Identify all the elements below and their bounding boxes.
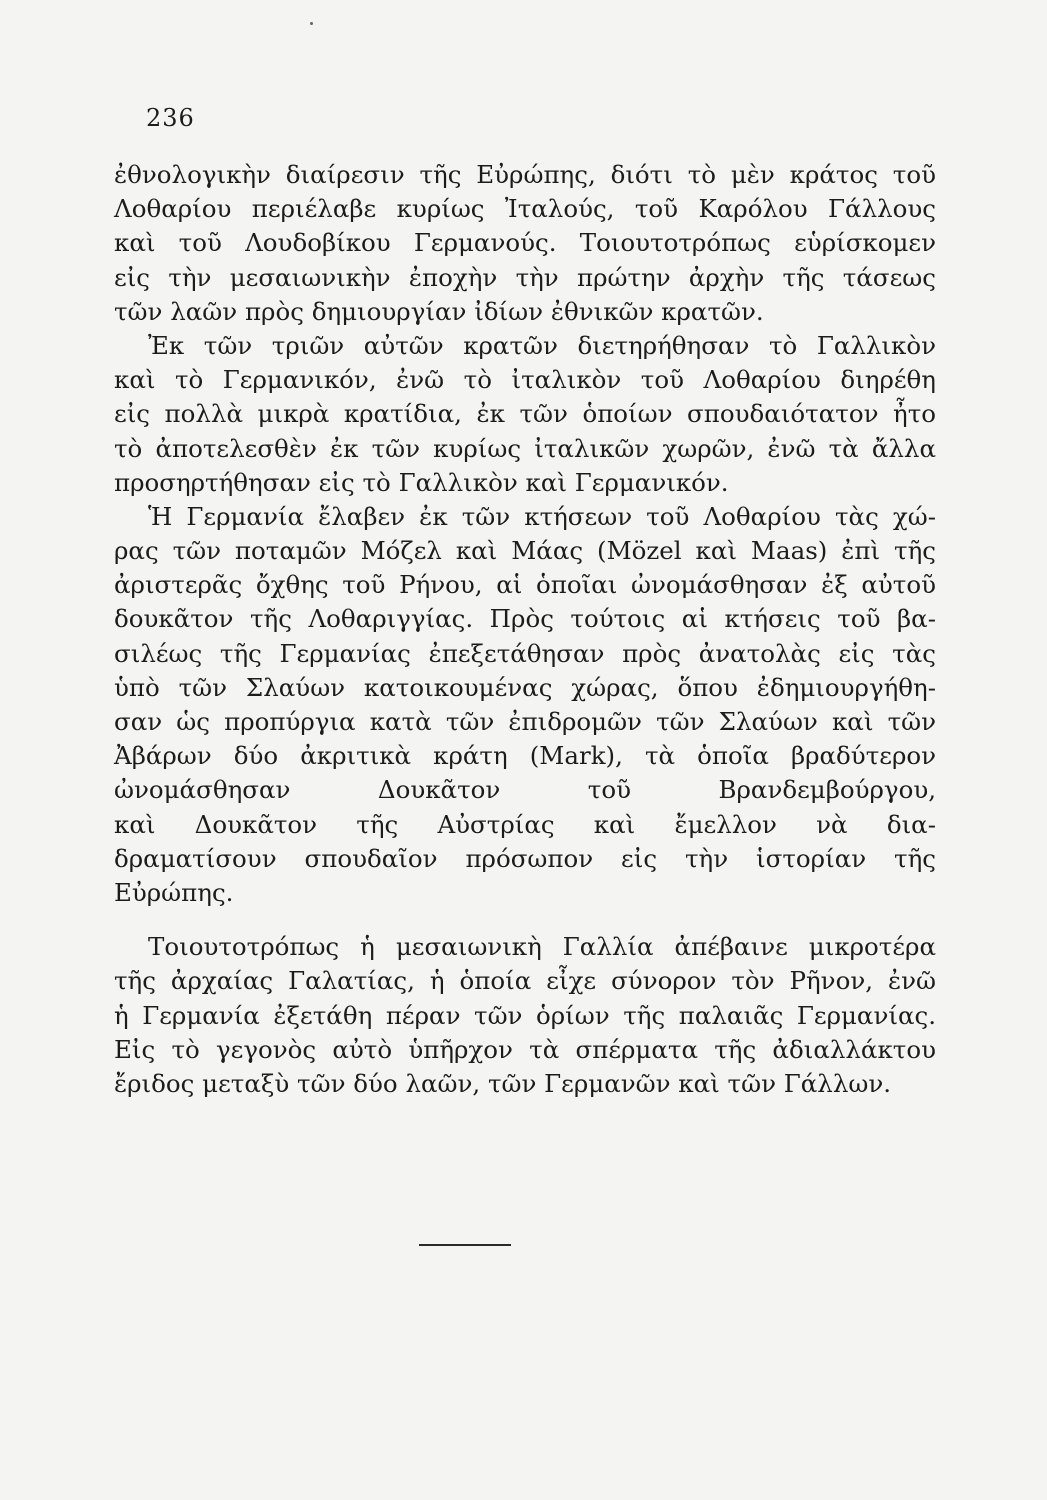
body-text xyxy=(114,158,936,1101)
section-end-rule xyxy=(419,1244,511,1246)
paragraph xyxy=(114,329,936,500)
text-line: δουκᾶτον τῆς Λοθαριγγίας. Πρὸς τούτοις αἱ κτήσεις τοῦ βα- xyxy=(114,604,936,634)
text-line: τῶν λαῶν πρὸς δημιουργίαν ἰδίων ἐθνικῶν κρατῶν. xyxy=(114,296,764,326)
text-line: ὑπὸ τῶν Σλαύων κατοικουμένας χώρας, ὅπου ἐδημιουργήθη- xyxy=(114,672,936,702)
paragraph xyxy=(114,158,936,329)
text-line: καὶ τοῦ Λουδοβίκου Γερμανούς. Τοιουτοτρόπως εὑρίσκομεν xyxy=(114,228,936,258)
paragraph xyxy=(114,500,936,910)
paragraph-gap xyxy=(114,910,936,930)
text-line: τῆς ἀρχαίας Γαλατίας, ἡ ὁποία εἶχε σύνορον τὸν Ρῆνον, ἐνῶ xyxy=(114,966,936,996)
text-line: καὶ Δουκᾶτον τῆς Αὐστρίας καὶ ἔμελλον νὰ δια- xyxy=(114,809,936,839)
paragraph xyxy=(114,930,936,1101)
text-line: εἰς πολλὰ μικρὰ κρατίδια, ἐκ τῶν ὁποίων σπουδαιότατον ἦτο xyxy=(114,399,936,429)
text-line: Ἀβάρων δύο ἀκριτικὰ κράτη (Mark), τὰ ὁποῖα βραδύτερον xyxy=(114,741,936,771)
page-number: 236 xyxy=(146,104,195,132)
text-line: εἰς τὴν μεσαιωνικὴν ἐποχὴν τὴν πρώτην ἀρχὴν τῆς τάσεως xyxy=(114,262,936,292)
text-line: σιλέως τῆς Γερμανίας ἐπεξετάθησαν πρὸς ἀνατολὰς εἰς τὰς xyxy=(114,638,936,668)
speck-mark xyxy=(310,22,313,25)
text-line: Λοθαρίου περιέλαβε κυρίως Ἰταλούς, τοῦ Καρόλου Γάλλους xyxy=(114,194,936,224)
text-line: ἡ Γερμανία ἐξετάθη πέραν τῶν ὁρίων τῆς παλαιᾶς Γερμανίας. xyxy=(114,1000,936,1030)
text-line: Τοιουτοτρόπως ἡ μεσαιωνικὴ Γαλλία ἀπέβαινε μικροτέρα xyxy=(148,932,936,962)
text-line: προσηρτήθησαν εἰς τὸ Γαλλικὸν καὶ Γερμανικόν. xyxy=(114,467,729,497)
text-line: δραματίσουν σπουδαῖον πρόσωπον εἰς τὴν ἱστορίαν τῆς xyxy=(114,843,936,873)
text-line: καὶ τὸ Γερμανικόν, ἐνῶ τὸ ἰταλικὸν τοῦ Λοθαρίου διηρέθη xyxy=(114,365,936,395)
text-line: τὸ ἀποτελεσθὲν ἐκ τῶν κυρίως ἰταλικῶν χωρῶν, ἐνῶ τὰ ἄλλα xyxy=(114,433,936,463)
text-line: Ἐκ τῶν τριῶν αὐτῶν κρατῶν διετηρήθησαν τὸ Γαλλικὸν xyxy=(148,330,936,360)
text-line: ὠνομάσθησαν Δουκᾶτον τοῦ Βρανδεμβούργου, xyxy=(114,775,936,805)
text-line: Εἰς τὸ γεγονὸς αὐτὸ ὑπῆρχον τὰ σπέρματα τῆς ἀδιαλλάκτου xyxy=(114,1034,936,1064)
text-line: Εὐρώπης. xyxy=(114,877,234,907)
text-line: σαν ὡς προπύργια κατὰ τῶν ἐπιδρομῶν τῶν Σλαύων καὶ τῶν xyxy=(114,707,936,736)
text-line: ἀριστερᾶς ὄχθης τοῦ Ρήνου, αἱ ὁποῖαι ὠνομάσθησαν ἐξ αὐτοῦ xyxy=(114,570,936,600)
text-line: ρας τῶν ποταμῶν Μόζελ καὶ Μάας (Mözel καὶ Maas) ἐπὶ τῆς xyxy=(114,536,936,566)
text-line: ἔριδος μεταξὺ τῶν δύο λαῶν, τῶν Γερμανῶν καὶ τῶν Γάλλων. xyxy=(114,1068,892,1098)
text-line: ἐθνολογικὴν διαίρεσιν τῆς Εὐρώπης, διότι τὸ μὲν κράτος τοῦ xyxy=(114,160,936,189)
text-line: Ἡ Γερμανία ἔλαβεν ἐκ τῶν κτήσεων τοῦ Λοθαρίου τὰς χώ- xyxy=(148,501,936,531)
